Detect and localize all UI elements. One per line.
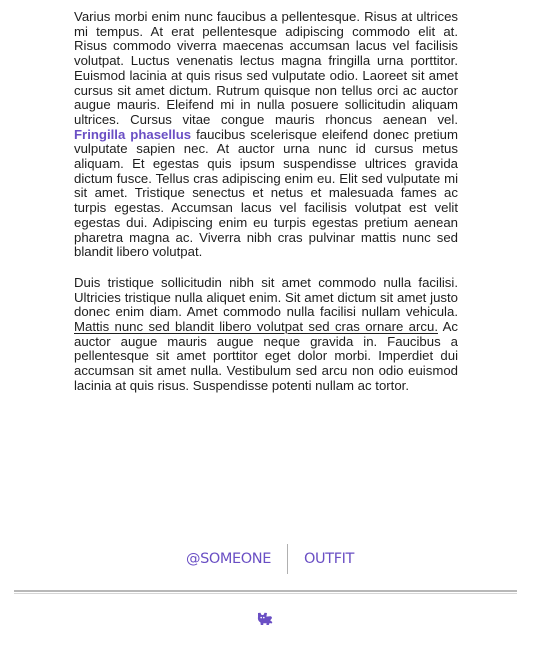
article [74, 10, 458, 394]
footer-nav [0, 543, 540, 575]
paragraph-2 [74, 276, 458, 394]
footer-rule [14, 590, 517, 594]
paragraph-2-text-start: Duis tristique sollicitudin nibh sit amet commodo nulla facilisi. Ultricies tristique nulla aliquet enim. Sit amet dictum sit amet justo donec enim diam. Amet commodo nulla facilisi nullam vehicula. [74, 274, 458, 320]
footer-link-outfit[interactable]: OUTFIT [304, 551, 354, 567]
paragraph-2-text-end: Ac auctor augue mauris augue neque gravida in. Faucibus a pellentesque sit amet porttitor eget dolor morbi. Imperdiet dui accumsan sit amet nulla. Vestibulum sed arcu non odio euismod lacinia at quis risus. Suspendisse potenti nullam ac tortor. [74, 319, 459, 393]
paragraph-1-text-start: Varius morbi enim nunc faucibus a pellentesque. Risus at ultrices mi tempus. At erat pellentesque adipiscing commodo elit at. Risus commodo viverra maecenas accumsan lacus vel facilisis volutpat. Luctus venenatis lectus magna fringilla urna porttitor. Euismod lacinia at quis risus sed vulputate odio. Laoreet sit amet cursus sit amet dictum. Rutrum quisque non tellus orci ac auctor augue mauris. Eleifend mi in nulla posuere sollicitudin aliquam ultrices. Cursus vitae congue mauris rhoncus aenean vel. [74, 9, 458, 127]
paragraph-1 [74, 10, 458, 260]
footer-link-someone[interactable]: @SOMEONE [186, 551, 272, 567]
highlighted-phrase: Fringilla phasellus [74, 126, 192, 142]
underlined-phrase: Mattis nunc sed blandit libero volutpat sed cras ornare arcu. [74, 319, 438, 335]
cat-logo-icon[interactable] [257, 612, 273, 626]
paragraph-1-text-end: faucibus scelerisque eleifend donec pretium vulputate sapien nec. At auctor urna nunc id cursus metus aliquam. Et egestas quis ipsum suspendisse ultrices gravida dictum fusce. Tellus cras adipiscing enim eu. Elit sed vulputate mi sit amet. Tristique senectus et netus et malesuada fames ac turpis egestas. Accumsan lacus vel facilisis volutpat est velit egestas dui. Adipiscing enim eu turpis egestas pretium aenean pharetra magna ac. Viverra nibh cras pulvinar mattis nunc sed blandit libero volutpat. [74, 126, 458, 260]
footer-divider [287, 544, 288, 574]
